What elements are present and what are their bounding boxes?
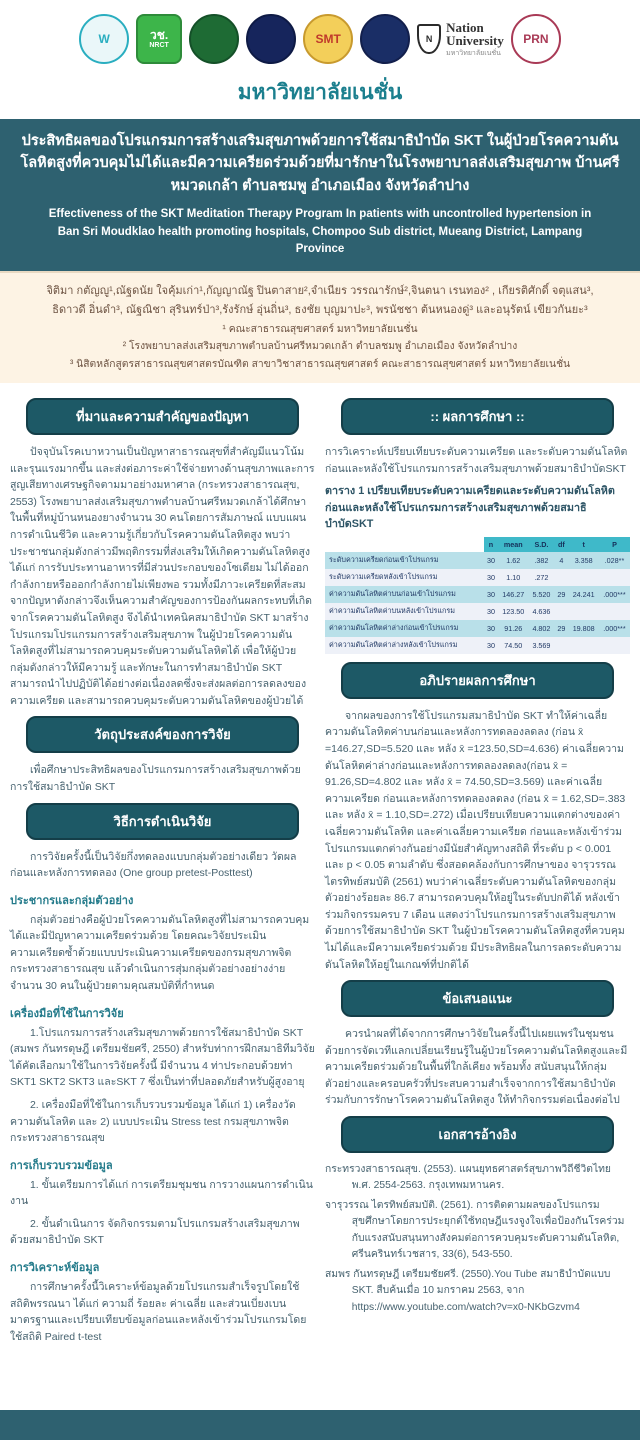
table-cell: .382 [529,552,555,569]
table-cell: 30 [484,569,498,586]
section-header-results: :: ผลการศึกษา :: [341,398,614,435]
table-cell: 29 [554,586,568,603]
method-subsections [10,891,315,1346]
table-cell: 1.10 [498,569,529,586]
table-cell [568,569,599,586]
background-paragraph: ปัจจุบันโรคเบาหวานเป็นปัญหาสาธารณสุขที่สำคัญมีแนวโน้มและรุนแรงมากขึ้น และส่งต่อภาระค่าใช้จ่ายทางด้านสุขภาพและการสูญเสียทางเศรษฐกิจตามมาอย่างมหาศาล (กระทรวงสาธารณสุข, 2553) โรงพยาบาลส่งเสริมสุขภาพตำบลบ้านศรีหมวดเกล้าได้ศึกษาในพื้นที่หมู่บ้านหนองยางจำนวน 30 คนโดยการสัมภาษณ์ แบบแผนการดำเนินชีวิต และความรู้เกี่ยวกับโรคความดันโลหิตสูง พบว่าประชาชนกลุ่มดังกล่าวมีพฤติกรรมที่ส่งเสริมให้เกิดความดันโลหิตสูง ได้แก่ การรับประทานอาหารที่มีส่วนประกอบของโซเดียม ไม่ได้ออกกำลังกายหรือออกกำลังกายไม่เพียงพอ รวมทั้งมีภาวะเครียดที่สะสมจากปัญหาดังกล่าวจึงเห็นความสำคัญของการป้องกันผลกระทบที่เกิดจากโรคความดันโลหิตสูง จึงได้นำเทคนิคสมาธิบำบัด SKT มาสร้างโปรแกรมโปรแกรมการสร้างเสริมสุขภาพ ในผู้ป่วยโรคความดันโลหิตสูงที่ไม่สามารถควบคุมระดับความดันโลหิตได้ เพื่อให้ผู้ป่วยกลุ่มดังกล่าวให้มีความรู้ และทักษะในการทำสมาธิบำบัด SKT สามารถนำไปปฏิบัติได้อย่างต่อเนื่องลดซึ่งจะส่งผลต่อการลดลงของความเครียด และสามารถควบคุมระดับความดันโลหิตของผู้ป่วยได้ [10,446,315,707]
smt-crest-emblem: SMT [303,14,353,64]
table-cell: 5.520 [529,586,555,603]
table-cell: .000*** [599,586,630,603]
footer-bar [0,1410,640,1440]
authors-block [0,271,640,383]
logo-row [0,8,640,70]
table-cell: 4 [554,552,568,569]
table-cell: 30 [484,552,498,569]
methods-intro-paragraph: การวิจัยครั้งนี้เป็นวิจัยกึ่งทดลองแบบกลุ่มตัวอย่างเดียว วัดผลก่อนและหลังการทดลอง (One group pretest-Posttest) [10,850,297,880]
discussion-paragraph: จากผลของการใช้โปรแกรมสมาธิบำบัด SKT ทำให้ค่าเฉลี่ยความดันโลหิตค่าบนก่อนและหลังการทดลองลดลง (ก่อน x̄ =146.27,SD=5.520 และ หลัง x̄ =123.50,SD=4.636) ค่าเฉลี่ยความดันโลหิตค่าล่างก่อนและหลังการทดลองลดลง(ก่อน x̄ = 91.26,SD=4.802 และ หลัง x̄ = 74.50,SD=3.569) และค่าเฉลี่ยความเครียด ก่อนและหลังการทดลองลดลง (ก่อน x̄ = 1.62,SD=.383 และ หลัง x̄ = 1.10,SD=.272) เมื่อเปรียบเทียบความแตกต่างของค่าเฉลี่ยความดันโลหิต และค่าเฉลี่ยความเครียด ก่อนและหลังเข้าร่วมโปรแกรมแตกต่างกันอย่างมีนัยสำคัญทางสถิติ ที่ระดับ p < 0.001 และ p < 0.05 ตามลำดับ ซึ่งสอดคล้องกับการศึกษาของ จารุวรรณ ไตรทิพย์สมบัติ (2561) พบว่าค่าเฉลี่ยระดับความดันโลหิตของกลุ่มตัวอย่างร้อยละ 86.7 สามารถควบคุมให้อยู่ในระดับปกติได้ หลังเข้าร่วมกิจกรรมครบ 7 เดือน แสดงว่าโปรแกรมการสร้างเสริมสุขภาพด้วยการใช้สมาธิบำบัด SKT ในผู้ป่วยโรคความดันโลหิตสูงที่ควบคุมไม่ได้และมีความเครียดร่วมด้วย มีประสิทธิผลในการลดระดับความดันโลหิตให้อยู่ในเกณฑ์ที่ปกติได้ [325,709,626,971]
section-header-objective: วัตถุประสงค์ของการวิจัย [26,716,299,753]
navy-gold-emblem [360,14,410,64]
table-cell [599,569,630,586]
navy-round-emblem [246,14,296,64]
table-cell [568,637,599,654]
table-row-label: ค่าความดันโลหิตค่าบนหลังเข้าโปรแกรม [325,603,484,620]
affiliation-3: ³ นิสิตหลักสูตรสาธารณสุขศาสตรบัณฑิต สาขาวิชาสาธารณสุขศาสตร์ คณะสาธารณสุขศาสตร์ มหาวิทยาลัยเนชั่น [69,358,571,370]
results-table-head [325,537,630,552]
method-subsection-paragraph: 1.โปรแกรมการสร้างเสริมสุขภาพด้วยการใช้สมาธิบำบัด SKT (สมพร กันทรดุษฎี เตรียมชัยศรี, 2550) สำหรับท่าการฝึกสมาธิทีมวิจัยได้คัดเลือกมาใช้ในการวิจัยครั้งนี้ มีจำนวน 4 ท่าประกอบด้วยท่า SKT1 SKT2 SKT3 และSKT 7 ซึ่งเป็นท่าที่ปลอดภัยสำหรับผู้สูงอายุ [10,1026,315,1089]
section-header-recommendations: ข้อเสนอแนะ [341,980,614,1017]
method-subsection-title: การวิเคราะห์ข้อมูล [10,1261,100,1274]
section-header-references: เอกสารอ้างอิง [341,1116,614,1153]
reference-list [325,1162,630,1316]
table-row-label: ระดับความเครียดหลังเข้าโปรแกรม [325,569,484,586]
table-column-header: n [484,537,498,552]
method-subsection-paragraph: การศึกษาครั้งนี้วิเคราะห์ข้อมูลด้วยโปรแกรมสำเร็จรูปโดยใช้สถิติพรรณนา ได้แก่ ความถี่ ร้อยละ ค่าเฉลี่ย และส่วนเบี่ยงเบนมาตรฐานและเปรียบเทียบข้อมูลก่อนและหลังเข้าร่วมโปรแกรมโดยใช้สถิติ Paired t-test [10,1280,307,1343]
table-cell: 1.62 [498,552,529,569]
table-row [325,620,630,637]
method-subsection-paragraph: 2. ขั้นดำเนินการ จัดกิจกรรมตามโปรแกรมสร้างเสริมสุขภาพด้วยสมาธิบำบัด SKT [10,1217,300,1247]
affiliation-1: ¹ คณะสาธารณสุขศาสตร์ มหาวิทยาลัยเนชั่น [222,323,418,335]
nation-logo-text: Nation University มหาวิทยาลัยเนชั่น [446,19,504,57]
results-intro-paragraph: การวิเคราะห์เปรียบเทียบระดับความเครียด และระดับความดันโลหิตก่อนและหลังใช้โปรแกรมการสร้างเสริมสุขภาพด้วยสมาธิบำบัดSKT [325,446,628,475]
table-cell: 30 [484,603,498,620]
table-cell: .028** [599,552,630,569]
section-header-methods: วิธีการดำเนินวิจัย [26,803,299,840]
table-cell: 24.241 [568,586,599,603]
english-title: Effectiveness of the SKT Meditation Therapy Program In patients with uncontrolled hypertension in Ban Sri Moudklao health promoting hospitals, Chompoo Sub district, Mueang District, Lampang Province [48,208,592,255]
thai-title: ประสิทธิผลของโปรแกรมการสร้างเสริมสุขภาพด้วยการใช้สมาธิบำบัด SKT ในผู้ป่วยโรคความดันโลหิตสูงที่ควบคุมไม่ได้และมีความเครียดร่วมด้วยที่มารักษาในโรงพยาบาลส่งเสริมสุขภาพ บ้านศรีหมวดเกล้า ตำบลชมพู อำเภอเมือง จังหวัดลำปาง [20,133,620,194]
table-column-header: t [568,537,599,552]
table-cell: 30 [484,620,498,637]
table-cell: 29 [554,620,568,637]
table-cell: 74.50 [498,637,529,654]
author-names-line1: จิติมา กตัญญู¹,ณัฐดนัย ใจคุ้มเก่า¹,กัญญาณัฐ ปินตาสาย²,จำเนียร วรรณารักษ์²,จินตนา เรนทอง² , เกียรติศักดิ์ จตุแสน³, [46,285,594,298]
method-subsection-paragraph: 2. เครื่องมือที่ใช้ในการเก็บรวบรวมข้อมูล ได้แก่ 1) เครื่องวัดความดันโลหิต และ 2) แบบประเมิน Stress test กรมสุขภาพจิต กระทรวงสาธารณสุข [10,1098,296,1145]
table-cell [554,603,568,620]
poster-header [0,0,640,119]
youtube-link[interactable]: https://www.youtube.com/watch?v=x0-NKbGzvm4 [351,1301,580,1313]
reference-item: สมพร กันทรดุษฎี เตรียมชัยศรี. (2550).You Tube สมาธิบำบัดแบบ SKT. สืบค้นเมื่อ 10 มกราคม 2563, จาก https://www.youtube.com/watch?v=x0-NKbGzvm4 [325,1268,611,1313]
table-cell: 30 [484,637,498,654]
reference-item: จารุวรรณ ไตรทิพย์สมบัติ. (2561). การติดตามผลของโปรแกรมสุขศึกษาโดยการประยุกต์ใช้ทฤษฎีแรงจูงใจเพื่อป้องกันโรคร่วมกับแรงสนับสนุนทางสังคมต่อการควบคุมระดับความดันโลหิต, ศรีนครินทร์เวชสาร, 33(6), 543-550. [325,1199,625,1261]
table-row-label: ระดับความเครียดก่อนเข้าโปรแกรม [325,552,484,569]
table-cell: 91.26 [498,620,529,637]
section-header-background: ที่มาและความสำคัญของปัญหา [26,398,299,435]
table-column-header: df [554,537,568,552]
table-row-label: ค่าความดันโลหิตค่าล่างหลังเข้าโปรแกรม [325,637,484,654]
table-row-label: ค่าความดันโลหิตค่าบนก่อนเข้าโปรแกรม [325,586,484,603]
table-row [325,603,630,620]
table-caption: ตาราง 1 เปรียบเทียบระดับความเครียดและระดับความดันโลหิตก่อนและหลังใช้โปรแกรมการสร้างเสริมสุขภาพด้วยสมาธิบำบัดSKT [325,485,615,530]
table-cell: 3.358 [568,552,599,569]
author-names-line2: ธิดาวดี อิ่นดำ³, ณัฐณิชา สุรินทร์ป่า³,รังรักษ์ อุ่นถิ่น³, ธงชัย บุญมาปะ³, พรนัชชา ต้นหนองดู่³ และอนุรัตน์ เขียวกันยะ³ [52,304,588,317]
right-column [325,391,630,1319]
table-cell: 123.50 [498,603,529,620]
table-corner-cell [325,537,484,552]
shield-icon: N [417,24,441,54]
nrct-logo: วช. NRCT [136,14,182,64]
method-subsection-paragraph: 1. ขั้นเตรียมการได้แก่ การเตรียมชุมชน การวางแผนการดำเนินงาน [10,1178,313,1208]
table-column-header: mean [498,537,529,552]
table-cell: 146.27 [498,586,529,603]
table-column-header: P [599,537,630,552]
wellness-wave-logo: W [79,14,129,64]
table-cell [554,637,568,654]
left-column [10,391,315,1351]
results-table-body [325,552,630,654]
table-cell [568,603,599,620]
table-cell: 4.802 [529,620,555,637]
method-subsection-title: ประชากรและกลุ่มตัวอย่าง [10,894,134,907]
table-row [325,552,630,569]
table-cell: .000*** [599,620,630,637]
table-cell: 4.636 [529,603,555,620]
table-row [325,569,630,586]
table-cell [599,637,630,654]
method-subsection-title: การเก็บรวบรวมข้อมูล [10,1159,113,1172]
nation-university-logo [417,21,504,58]
method-subsection-paragraph: กลุ่มตัวอย่างคือผู้ป่วยโรคความดันโลหิตสูงที่ไม่สามารถควบคุมได้และมีปัญหาความเครียดร่วมด้วย โดยคณะวิจัยประเมินความเครียดซ้ำด้วยแบบประเมินความเครียดของกรมสุขภาพจิต กระทรวงสาธารณสุข แล้วดำเนินการสุ่มกลุ่มตัวอย่างอย่างง่าย จำนวน 30 คนในผู้ป่วยตามคุณสมบัติที่กำหนด [10,913,310,993]
method-subsection-title: เครื่องมือที่ใช้ในการวิจัย [10,1007,124,1020]
university-name: มหาวิทยาลัยเนชั่น [237,81,403,104]
content-columns [0,383,640,1410]
table-row [325,637,630,654]
results-table [325,537,630,654]
table-column-header: S.D. [529,537,555,552]
objective-paragraph: เพื่อศึกษาประสิทธิผลของโปรแกรมการสร้างเสริมสุขภาพด้วยการใช้สมาธิบำบัด SKT [10,764,301,793]
affiliation-2: ² โรงพยาบาลส่งเสริมสุขภาพตำบลบ้านศรีหมวดเกล้า ตำบลชมพู อำเภอเมือง จังหวัดลำปาง [122,341,518,353]
recommendations-paragraph: ควรนำผลที่ได้จากการศึกษาวิจัยในครั้งนี้ไปเผยแพร่ในชุมชนด้วยการจัดเวทีแลกเปลี่ยนเรียนรู้ในผู้ป่วยโรคความดันโลหิตสูงและมีความเครียดร่วมด้วยในพื้นที่ใกล้เคียง พร้อมทั้ง สนับสนุนให้กลุ่มตัวอย่างและครอบครัวที่ประสบความสำเร็จจากการใช้สมาธิบำบัดร่วมกับการรักษาโรคความดันโลหิตสูง ให้ทำกิจกรรมต่อเนื่องต่อไป [325,1028,628,1107]
green-garland-emblem [189,14,239,64]
reference-item: กระทรวงสาธารณสุข. (2553). แผนยุทธศาสตร์สุขภาพวิถีชีวิตไทย พ.ศ. 2554-2563. กรุงเทพมหานคร. [325,1164,611,1192]
table-cell: 30 [484,586,498,603]
table-row [325,586,630,603]
table-cell: 3.569 [529,637,555,654]
table-cell: .272 [529,569,555,586]
title-banner [0,119,640,271]
table-cell [554,569,568,586]
prn-logo: PRN [511,14,561,64]
table-cell: 19.808 [568,620,599,637]
table-cell [599,603,630,620]
section-header-discussion: อภิปรายผลการศึกษา [341,662,614,699]
table-row-label: ค่าความดันโลหิตค่าล่างก่อนเข้าโปรแกรม [325,620,484,637]
